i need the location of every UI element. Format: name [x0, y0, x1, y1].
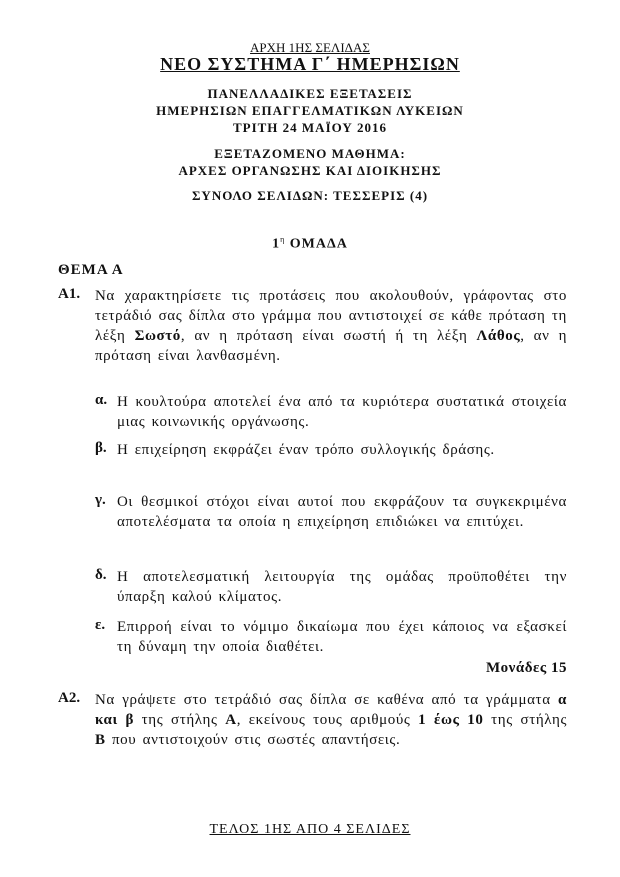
list-item: Η αποτελεσματική λειτουργία της ομάδας προϋποθέτει την ύπαρξη καλού κλίματος.: [117, 569, 567, 605]
group-ordinal: η: [280, 235, 286, 244]
question-a2-text: Να γράψετε στο τετράδιό σας δίπλα σε καθένα από τα γράμματα α και β της στήλης Α, εκείνους τους αριθμούς 1 έως 10 της στήλης Β που αντιστοιχούν στις σωστές απαντήσεις.: [95, 692, 567, 748]
question-a1-text: Να χαρακτηρίσετε τις προτάσεις που ακολουθούν, γράφοντας στο τετράδιό σας δίπλα στο γράμμα που αντιστοιχεί σε κάθε πρόταση τη λέξη Σωστό, αν η πρόταση είναι σωστή ή τη λέξη Λάθος, αν η πρόταση είναι λανθασμένη.: [95, 288, 568, 364]
item-label: ε.: [95, 617, 106, 633]
item-label: δ.: [95, 567, 107, 583]
item-label: α.: [95, 392, 108, 408]
total-pages: ΣΥΝΟΛΟ ΣΕΛΙΔΩΝ: ΤΕΣΣΕΡΙΣ (4): [191, 188, 429, 203]
question-a1-label: Α1.: [58, 286, 81, 302]
question-a2-label: Α2.: [58, 690, 81, 706]
group-title: [0, 235, 620, 253]
number-range: 1 έως 10: [418, 712, 484, 728]
exam-date: ΤΡΙΤΗ 24 ΜΑΪΟΥ 2016: [232, 120, 388, 135]
list-item: Η επιχείρηση εκφράζει έναν τρόπο συλλογικής δράσης.: [117, 442, 495, 458]
subject-label: ΕΞΕΤΑΖΟΜΕΝΟ ΜΑΘΗΜΑ:: [214, 146, 406, 161]
item-label: β.: [95, 440, 107, 456]
word-true: Σωστό: [134, 328, 181, 344]
marks-a1: Μονάδες 15: [485, 660, 567, 676]
theme-title: ΘΕΜΑ Α: [58, 262, 124, 278]
page-start-mark: ΑΡΧΗ 1ΗΣ ΣΕΛΙΔΑΣ: [250, 40, 370, 55]
list-item: Η κουλτούρα αποτελεί ένα από τα κυριότερα συστατικά στοιχεία μιας κοινωνικής οργάνωσης.: [117, 394, 567, 430]
group-word: ΟΜΑΔΑ: [289, 236, 348, 252]
letters-bold: α και β: [95, 692, 567, 728]
list-item: Οι θεσμικοί στόχοι είναι αυτοί που εκφράζουν τα συγκεκριμένα αποτελέσματα τα οποία η επιχείρηση επιδιώκει να επιτύχει.: [117, 494, 567, 530]
word-false: Λάθος: [476, 328, 521, 344]
group-number: 1: [272, 236, 281, 252]
column-b: Β: [95, 732, 106, 748]
page-end-mark: ΤΕΛΟΣ 1ΗΣ ΑΠΟ 4 ΣΕΛΙΔΕΣ: [209, 822, 411, 837]
subject-name: ΑΡΧΕΣ ΟΡΓΑΝΩΣΗΣ ΚΑΙ ΔΙΟΙΚΗΣΗΣ: [178, 163, 442, 178]
system-title: ΝΕΟ ΣΥΣΤΗΜΑ Γ΄ ΗΜΕΡΗΣΙΩΝ: [160, 54, 460, 74]
exam-title-line-2: ΗΜΕΡΗΣΙΩΝ ΕΠΑΓΓΕΛΜΑΤΙΚΩΝ ΛΥΚΕΙΩΝ: [156, 103, 464, 118]
column-a: Α: [225, 712, 237, 728]
item-label: γ.: [95, 492, 106, 508]
exam-title-line-1: ΠΑΝΕΛΛΑΔΙΚΕΣ ΕΞΕΤΑΣΕΙΣ: [207, 86, 413, 101]
list-item: Επιρροή είναι το νόμιμο δικαίωμα που έχει κάποιος να εξασκεί τη δύναμη την οποία διαθέτει.: [117, 619, 567, 655]
